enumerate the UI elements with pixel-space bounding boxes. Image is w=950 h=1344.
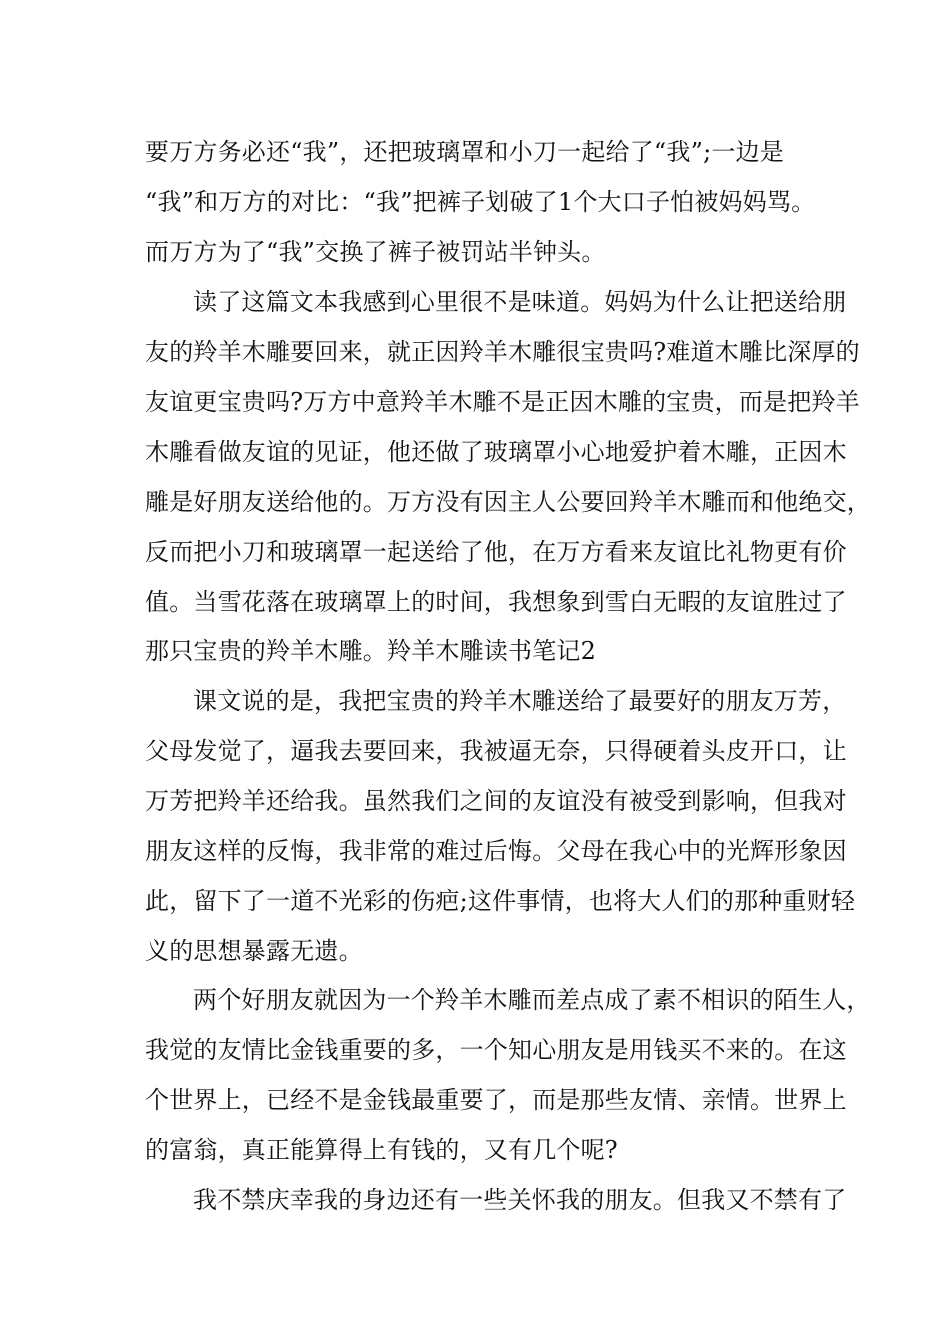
paragraph-2-line-2: 友的羚羊木雕要回来，就正因羚羊木雕很宝贵吗?难道木雕比深厚的 bbox=[145, 338, 860, 366]
paragraph-2-line-6: 反而把小刀和玻璃罩一起送给了他，在万方看来友谊比礼物更有价 bbox=[145, 538, 847, 566]
paragraph-2-line-8: 那只宝贵的羚羊木雕。羚羊木雕读书笔记2 bbox=[145, 637, 597, 665]
paragraph-1-line-1: 要万方务必还“我”，还把玻璃罩和小刀一起给了“我”;一边是 bbox=[145, 138, 784, 166]
paragraph-2-line-4: 木雕看做友谊的见证，他还做了玻璃罩小心地爱护着木雕，正因木 bbox=[145, 438, 847, 466]
paragraph-3-line-6: 义的思想暴露无遗。 bbox=[145, 937, 363, 965]
paragraph-3-line-2: 父母发觉了，逼我去要回来，我被逼无奈，只得硬着头皮开口，让 bbox=[145, 737, 847, 765]
paragraph-4-line-3: 个世界上，已经不是金钱最重要了，而是那些友情、亲情。世界上 bbox=[145, 1086, 847, 1114]
paragraph-1-line-3: 而万方为了“我”交换了裤子被罚站半钟头。 bbox=[145, 238, 606, 266]
paragraph-5-line-1: 我不禁庆幸我的身边还有一些关怀我的朋友。但我又不禁有了 bbox=[193, 1186, 847, 1214]
paragraph-4-line-4: 的富翁，真正能算得上有钱的，又有几个呢? bbox=[145, 1136, 618, 1164]
paragraph-3-line-3: 万芳把羚羊还给我。虽然我们之间的友谊没有被受到影响，但我对 bbox=[145, 787, 847, 815]
paragraph-3-line-4: 朋友这样的反悔，我非常的难过后悔。父母在我心中的光辉形象因 bbox=[145, 837, 847, 865]
paragraph-2-line-5: 雕是好朋友送给他的。万方没有因主人公要回羚羊木雕而和他绝交， bbox=[145, 488, 871, 516]
paragraph-2-line-1: 读了这篇文本我感到心里很不是味道。妈妈为什么让把送给朋 bbox=[193, 288, 847, 316]
paragraph-1-line-2: “我”和万方的对比：“我”把裤子划破了1个大口子怕被妈妈骂。 bbox=[145, 188, 816, 216]
paragraph-4-line-1: 两个好朋友就因为一个羚羊木雕而差点成了素不相识的陌生人， bbox=[193, 986, 871, 1014]
paragraph-4-line-2: 我觉的友情比金钱重要的多，一个知心朋友是用钱买不来的。在这 bbox=[145, 1036, 847, 1064]
paragraph-3-line-1: 课文说的是，我把宝贵的羚羊木雕送给了最要好的朋友万芳， bbox=[193, 687, 847, 715]
paragraph-2-line-3: 友谊更宝贵吗?万方中意羚羊木雕不是正因木雕的宝贵，而是把羚羊 bbox=[145, 388, 860, 416]
paragraph-3-line-5: 此，留下了一道不光彩的伤疤;这件事情，也将大人们的那种重财轻 bbox=[145, 887, 856, 915]
paragraph-2-line-7: 值。当雪花落在玻璃罩上的时间，我想象到雪白无暇的友谊胜过了 bbox=[145, 588, 847, 616]
